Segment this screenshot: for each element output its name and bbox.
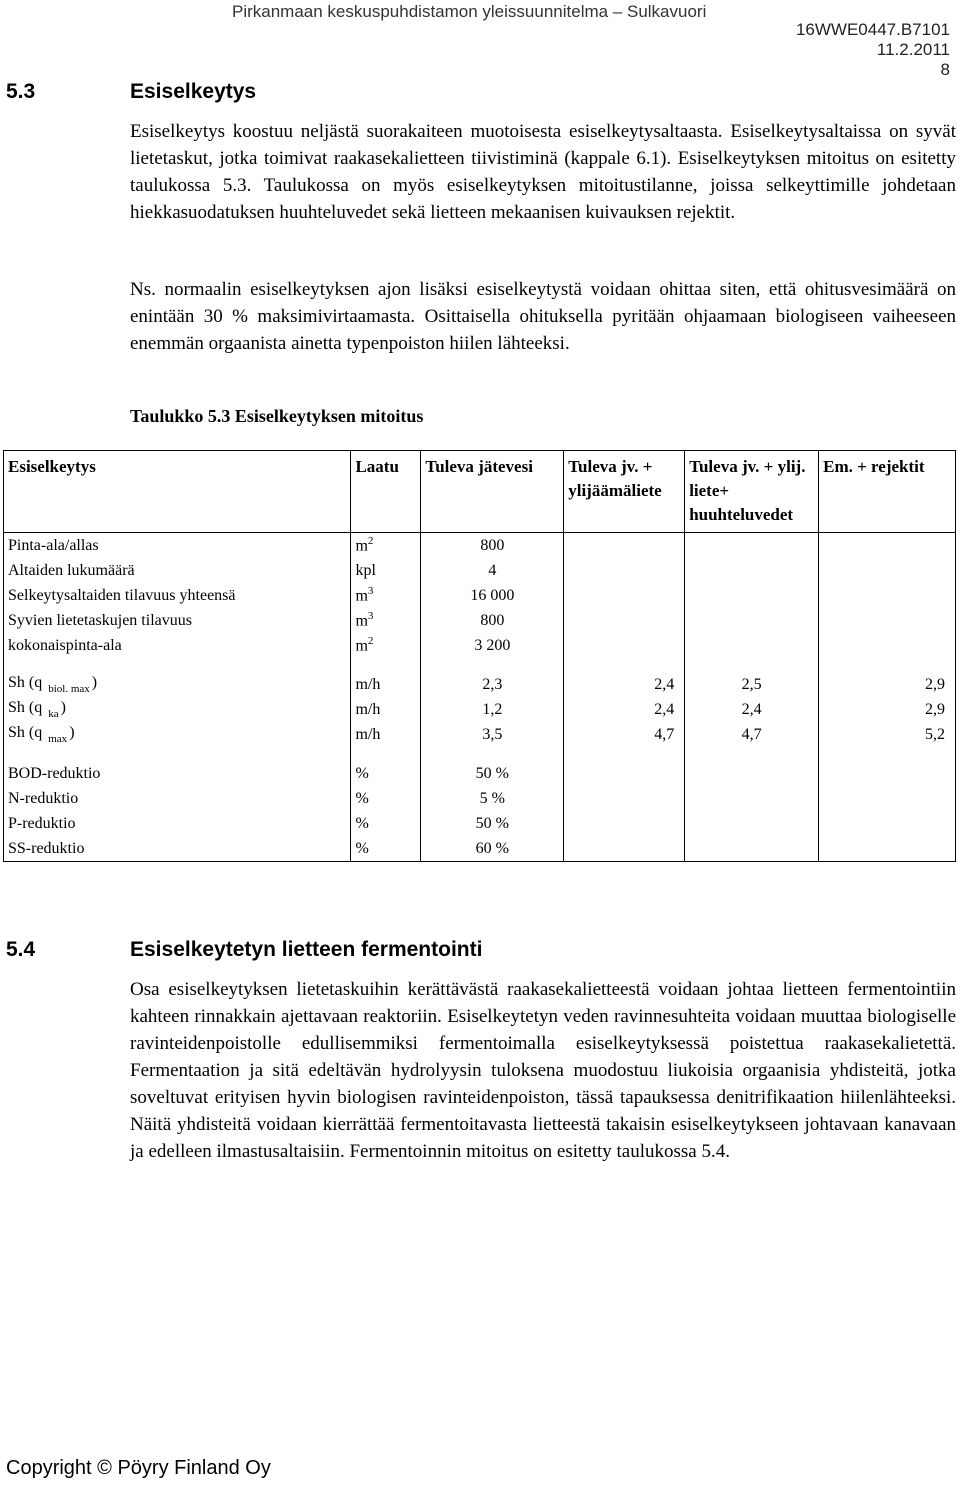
row-label: Pinta-ala/allas (4, 533, 351, 559)
row-label: Syvien lietetaskujen tilavuus (4, 608, 351, 633)
unit-exponent: 3 (367, 610, 374, 623)
table-cell (4, 747, 351, 761)
document-title: Pirkanmaan keskuspuhdistamon yleissuunnitelma – Sulkavuori (232, 2, 707, 21)
value-cell: 2,9 (819, 697, 956, 722)
label-subscript: ka (48, 707, 59, 720)
label-suffix: ) (60, 699, 66, 717)
label-subscript: biol. max (48, 682, 90, 695)
row-label: N-reduktio (4, 786, 351, 811)
row-label (4, 697, 351, 722)
paragraph: Esiselkeytys koostuu neljästä suorakaiteen muotoisesta esiselkeytysaltaasta. Esiselkeytysaltaissa on syvät lietetaskut, jotka toimivat raakasekalietteen tiivistiminä (kappale 6.1). Esiselkeytyksen mitoitus on esitetty taulukossa 5.3. Taulukossa on myös esiselkeytyksen mitoitustilanne, joissa selkeyttimille johdetaan hiekkasuodatuksen huuhteluvedet sekä lietteen mekaanisen kuivauksen rejektit. (130, 121, 956, 223)
unit-cell: % (351, 811, 421, 836)
table-cell (685, 608, 819, 633)
value-cell: 3,5 (421, 722, 564, 747)
unit-cell: m/h (351, 697, 421, 722)
table-cell (564, 608, 685, 633)
unit-text: kpl (355, 561, 376, 579)
table-header: Esiselkeytys (4, 451, 351, 533)
unit-text: m (355, 637, 368, 655)
unit-cell: % (351, 836, 421, 862)
table-cell (564, 658, 685, 672)
table-cell (564, 811, 685, 836)
value-cell: 5 % (421, 786, 564, 811)
table-row (4, 722, 956, 747)
unit-cell: % (351, 761, 421, 786)
table-cell (564, 583, 685, 608)
table-cell (819, 533, 956, 559)
table-cell (685, 786, 819, 811)
value-cell: 50 % (421, 811, 564, 836)
value-cell: 4,7 (685, 722, 819, 747)
table-cell (685, 811, 819, 836)
table-header: Tuleva jätevesi (421, 451, 564, 533)
table-header: Laatu (351, 451, 421, 533)
table-cell (685, 658, 819, 672)
unit-cell (351, 633, 421, 658)
table-row (4, 558, 956, 583)
document-meta (796, 20, 950, 80)
table-cell (819, 583, 956, 608)
document-date: 11.2.2011 (876, 40, 950, 59)
table-cell (685, 836, 819, 862)
table-cell (685, 583, 819, 608)
value-cell: 4,7 (564, 722, 685, 747)
unit-exponent: 3 (367, 585, 374, 598)
unit-cell (351, 533, 421, 559)
row-label: SS-reduktio (4, 836, 351, 862)
value-cell: 3 200 (421, 633, 564, 658)
section-number: 5.3 (6, 80, 36, 103)
table-header: Tuleva jv. + ylij. liete+ huuhteluvedet (685, 451, 819, 533)
row-label (4, 672, 351, 697)
row-label: kokonaispinta-ala (4, 633, 351, 658)
table-cell (564, 747, 685, 761)
value-cell: 60 % (421, 836, 564, 862)
label-subscript: max (48, 732, 68, 745)
table-cell (819, 747, 956, 761)
table-cell (4, 658, 351, 672)
value-cell: 800 (421, 608, 564, 633)
unit-text: m (355, 612, 368, 630)
table-cell (351, 747, 421, 761)
table-row (4, 811, 956, 836)
table-spacer (4, 658, 956, 672)
table-cell (685, 633, 819, 658)
value-cell: 50 % (421, 761, 564, 786)
table-row (4, 533, 956, 559)
value-cell: 16 000 (421, 583, 564, 608)
table-spacer (4, 747, 956, 761)
row-label (4, 722, 351, 747)
value-cell: 2,5 (685, 672, 819, 697)
table-cell (564, 533, 685, 559)
table-cell (685, 558, 819, 583)
unit-cell (351, 558, 421, 583)
unit-cell: m/h (351, 722, 421, 747)
table-cell (685, 747, 819, 761)
value-cell: 2,4 (564, 672, 685, 697)
row-label: Selkeytysaltaiden tilavuus yhteensä (4, 583, 351, 608)
table-cell (564, 761, 685, 786)
row-label: Altaiden lukumäärä (4, 558, 351, 583)
table-cell (819, 811, 956, 836)
value-cell: 2,4 (685, 697, 819, 722)
document-id: 16WWE0447.B7101 (795, 20, 950, 39)
table-cell (564, 836, 685, 862)
section-title: Esiselkeytys (130, 80, 257, 103)
table-row (4, 786, 956, 811)
unit-exponent: 2 (367, 535, 374, 548)
paragraph: Ns. normaalin esiselkeytyksen ajon lisäksi esiselkeytystä voidaan ohittaa siten, että ohitusvesimäärä on enintään 30 % maksimivirtaamasta. Osittaisella ohituksella pyritään ohjaamaan biologiseen vaiheeseen enemmän orgaanista ainetta typenpoiston hiilen lähteeksi. (130, 279, 956, 354)
table-cell (819, 658, 956, 672)
table-cell (819, 633, 956, 658)
table-cell (685, 761, 819, 786)
value-cell: 4 (421, 558, 564, 583)
row-label: P-reduktio (4, 811, 351, 836)
table-cell (564, 786, 685, 811)
row-label: BOD-reduktio (4, 761, 351, 786)
table-cell (819, 761, 956, 786)
table-cell (819, 608, 956, 633)
table-cell (685, 533, 819, 559)
value-cell: 1,2 (421, 697, 564, 722)
label-suffix: ) (91, 674, 98, 692)
unit-text: m (355, 537, 368, 555)
table-header: Em. + rejektit (819, 451, 956, 533)
value-cell: 2,4 (564, 697, 685, 722)
table-cell (819, 558, 956, 583)
section-number: 5.4 (6, 938, 36, 961)
unit-cell: % (351, 786, 421, 811)
table-cell (351, 658, 421, 672)
table-header-row (4, 451, 956, 533)
dimensioning-table (3, 450, 956, 862)
table-cell (564, 633, 685, 658)
table-cell (819, 786, 956, 811)
paragraph: Osa esiselkeytyksen lietetaskuihin kerättävästä raakasekalietteestä voidaan johtaa lietteen fermentointiin kahteen rinnakkain ajettavaan reaktoriin. Esiselkeytetyn veden ravinnesuhteita voidaan muuttaa biologiselle ravinteidenpoistolle edullisemmiksi fermentoimalla esiselkeytyksessä poistettua raakasekalietettä. Fermentaation ja sitä edeltävän hydrolyysin tuloksena muodostuu liukoisia orgaanisia yhdisteitä, jotka soveltuvat erityisen hyvin biologisen ravinteidenpoiston, tässä tapauksessa denitrifikaation hiilenlähteeksi. Näitä yhdisteitä voidaan kierrättää fermentoitavasta lietteestä takaisin esiselkeytykseen johtavaan kanavaan ja edelleen ilmastusaltaisiin. Fermentoinnin mitoitus on esitetty taulukossa 5.4. (130, 979, 956, 1162)
label-prefix: Sh (q (8, 674, 43, 692)
table-row (4, 608, 956, 633)
value-cell: 800 (421, 533, 564, 559)
table-row (4, 672, 956, 697)
table-cell (564, 558, 685, 583)
section-heading-5-3 (6, 80, 256, 104)
table-row (4, 761, 956, 786)
table-caption: Taulukko 5.3 Esiselkeytyksen mitoitus (130, 406, 424, 426)
table-row (4, 583, 956, 608)
unit-text: m (355, 587, 368, 605)
page-number: 8 (940, 60, 950, 79)
table-header: Tuleva jv. + ylijäämäliete (564, 451, 685, 533)
unit-cell (351, 583, 421, 608)
section-heading-5-4 (6, 938, 482, 962)
table-cell (421, 658, 564, 672)
value-cell: 2,3 (421, 672, 564, 697)
label-prefix: Sh (q (8, 724, 43, 742)
unit-exponent: 2 (367, 635, 374, 648)
footer-copyright: Copyright © Pöyry Finland Oy (6, 1457, 271, 1479)
section-title: Esiselkeytetyn lietteen fermentointi (130, 938, 483, 961)
value-cell: 5,2 (819, 722, 956, 747)
table-row (4, 697, 956, 722)
label-prefix: Sh (q (8, 699, 43, 717)
value-cell: 2,9 (819, 672, 956, 697)
table-row (4, 633, 956, 658)
unit-cell: m/h (351, 672, 421, 697)
table-cell (819, 836, 956, 862)
table-row (4, 836, 956, 862)
table-cell (421, 747, 564, 761)
label-suffix: ) (69, 724, 75, 742)
unit-cell (351, 608, 421, 633)
